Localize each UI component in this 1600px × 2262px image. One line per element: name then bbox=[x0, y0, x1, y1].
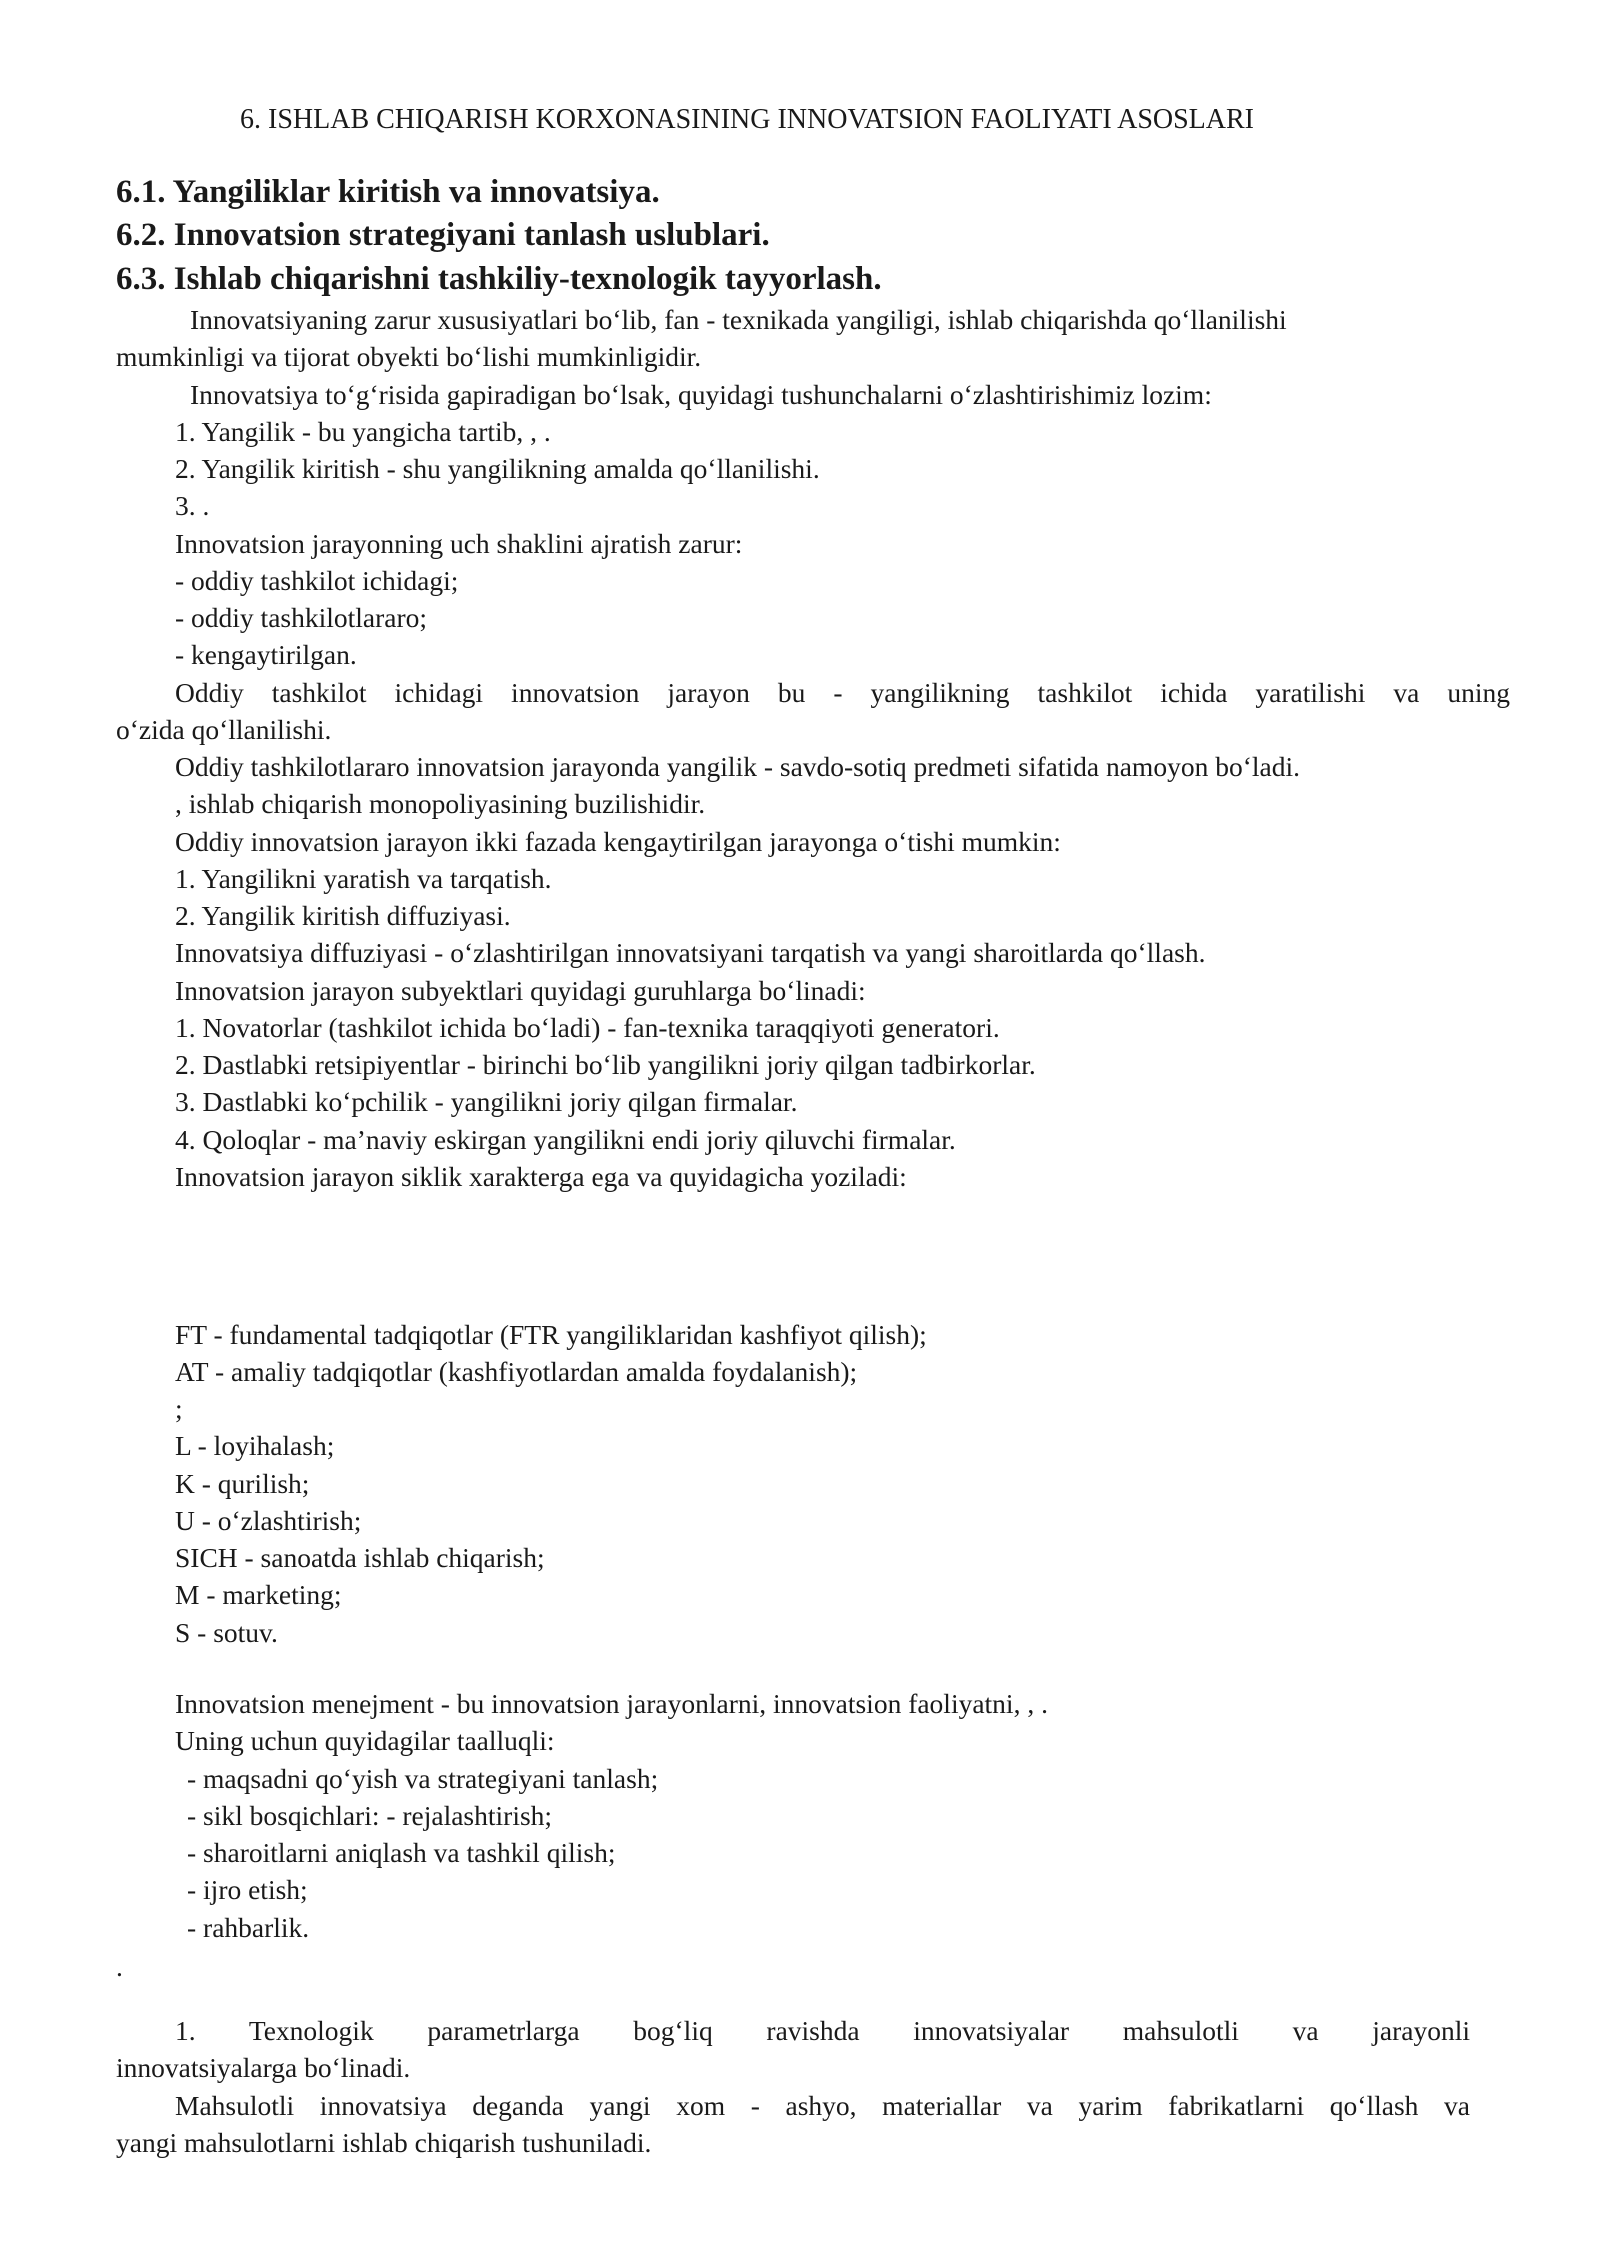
paragraph: Innovatsion jarayonning uch shaklini ajratish zarur: bbox=[175, 528, 743, 559]
paragraph: Innovatsiya diffuziyasi - o‘zlashtirilgan innovatsiyani tarqatish va yangi sharoitlarda qo‘llash. bbox=[175, 937, 1206, 968]
chapter-title: 6. ISHLAB CHIQARISH KORXONASINING INNOVATSION FAOLIYATI ASOSLARI bbox=[240, 104, 1255, 135]
paragraph-line-justified: Oddiy tashkilot ichidagi innovatsion jarayon bu - yangilikning tashkilot ichida yaratilishi va uning bbox=[175, 677, 1510, 708]
list-item: 1. Yangilikni yaratish va tarqatish. bbox=[175, 863, 552, 894]
legend-item: ; bbox=[175, 1393, 183, 1424]
list-item: 1. Novatorlar (tashkilot ichida bo‘ladi) - fan-texnika taraqqiyoti generatori. bbox=[175, 1012, 1000, 1043]
list-item: - sharoitlarni aniqlash va tashkil qilish; bbox=[187, 1837, 616, 1868]
paragraph: Innovatsion jarayon siklik xarakterga ega va quyidagicha yoziladi: bbox=[175, 1161, 907, 1192]
paragraph-line: innovatsiyalarga bo‘linadi. bbox=[116, 2052, 411, 2083]
paragraph: Innovatsion menejment - bu innovatsion jarayonlarni, innovatsion faoliyatni, , . bbox=[175, 1688, 1048, 1719]
section-heading: 6.3. Ishlab chiqarishni tashkiliy-texnologik tayyorlash. bbox=[116, 261, 882, 297]
legend-item: SICH - sanoatda ishlab chiqarish; bbox=[175, 1542, 545, 1573]
list-item: - oddiy tashkilotlararo; bbox=[175, 602, 428, 633]
list-item: - kengaytirilgan. bbox=[175, 639, 357, 670]
section-heading: 6.1. Yangiliklar kiritish va innovatsiya. bbox=[116, 174, 660, 210]
list-item: 2. Yangilik kiritish - shu yangilikning amalda qo‘llanilishi. bbox=[175, 453, 820, 484]
list-item: - rahbarlik. bbox=[187, 1912, 310, 1943]
legend-item: AT - amaliy tadqiqotlar (kashfiyotlardan amalda foydalanish); bbox=[175, 1356, 858, 1387]
list-item: - ijro etish; bbox=[187, 1874, 308, 1905]
paragraph: Oddiy tashkilotlararo innovatsion jarayonda yangilik - savdo-sotiq predmeti sifatida namoyon bo‘ladi. bbox=[175, 751, 1300, 782]
legend-item: U - o‘zlashtirish; bbox=[175, 1505, 362, 1536]
section-heading: 6.2. Innovatsion strategiyani tanlash uslublari. bbox=[116, 217, 770, 253]
list-item: 2. Yangilik kiritish diffuziyasi. bbox=[175, 900, 511, 931]
stray-dot: . bbox=[116, 1951, 123, 1982]
list-item: - maqsadni qo‘yish va strategiyani tanlash; bbox=[187, 1763, 659, 1794]
legend-item: L - loyihalash; bbox=[175, 1430, 335, 1461]
list-item: 3. Dastlabki ko‘pchilik - yangilikni joriy qilgan firmalar. bbox=[175, 1086, 798, 1117]
legend-item: M - marketing; bbox=[175, 1579, 342, 1610]
list-item: - oddiy tashkilot ichidagi; bbox=[175, 565, 459, 596]
paragraph-line: mumkinligi va tijorat obyekti bo‘lishi mumkinligidir. bbox=[116, 341, 702, 372]
paragraph: Uning uchun quyidagilar taalluqli: bbox=[175, 1725, 555, 1756]
paragraph: Innovatsiya to‘g‘risida gapiradigan bo‘lsak, quyidagi tushunchalarni o‘zlashtirishimiz lozim: bbox=[190, 379, 1212, 410]
paragraph-line: yangi mahsulotlarni ishlab chiqarish tushuniladi. bbox=[116, 2127, 652, 2158]
paragraph-line-justified: Mahsulotli innovatsiya deganda yangi xom - ashyo, materiallar va yarim fabrikatlarni qo‘llash va bbox=[175, 2090, 1470, 2121]
legend-item: FT - fundamental tadqiqotlar (FTR yangiliklaridan kashfiyot qilish); bbox=[175, 1319, 927, 1350]
paragraph-line: Innovatsiyaning zarur xususiyatlari bo‘lib, fan - texnikada yangiligi, ishlab chiqarishda qo‘llanilishi bbox=[190, 304, 1287, 335]
paragraph: Innovatsion jarayon subyektlari quyidagi guruhlarga bo‘linadi: bbox=[175, 975, 866, 1006]
paragraph-line: o‘zida qo‘llanilishi. bbox=[116, 714, 332, 745]
legend-item: S - sotuv. bbox=[175, 1617, 278, 1648]
paragraph: , ishlab chiqarish monopoliyasining buzilishidir. bbox=[175, 788, 706, 819]
list-item: 4. Qoloqlar - ma’naviy eskirgan yangilikni endi joriy qiluvchi firmalar. bbox=[175, 1124, 956, 1155]
legend-item: K - qurilish; bbox=[175, 1468, 310, 1499]
paragraph-line-justified: 1. Texnologik parametrlarga bog‘liq ravishda innovatsiyalar mahsulotli va jarayonli bbox=[175, 2015, 1470, 2046]
list-item: 3. . bbox=[175, 490, 210, 521]
list-item: 1. Yangilik - bu yangicha tartib, , . bbox=[175, 416, 551, 447]
paragraph: Oddiy innovatsion jarayon ikki fazada kengaytirilgan jarayonga o‘tishi mumkin: bbox=[175, 826, 1061, 857]
list-item: 2. Dastlabki retsipiyentlar - birinchi bo‘lib yangilikni joriy qilgan tadbirkorlar. bbox=[175, 1049, 1036, 1080]
list-item: - sikl bosqichlari: - rejalashtirish; bbox=[187, 1800, 553, 1831]
